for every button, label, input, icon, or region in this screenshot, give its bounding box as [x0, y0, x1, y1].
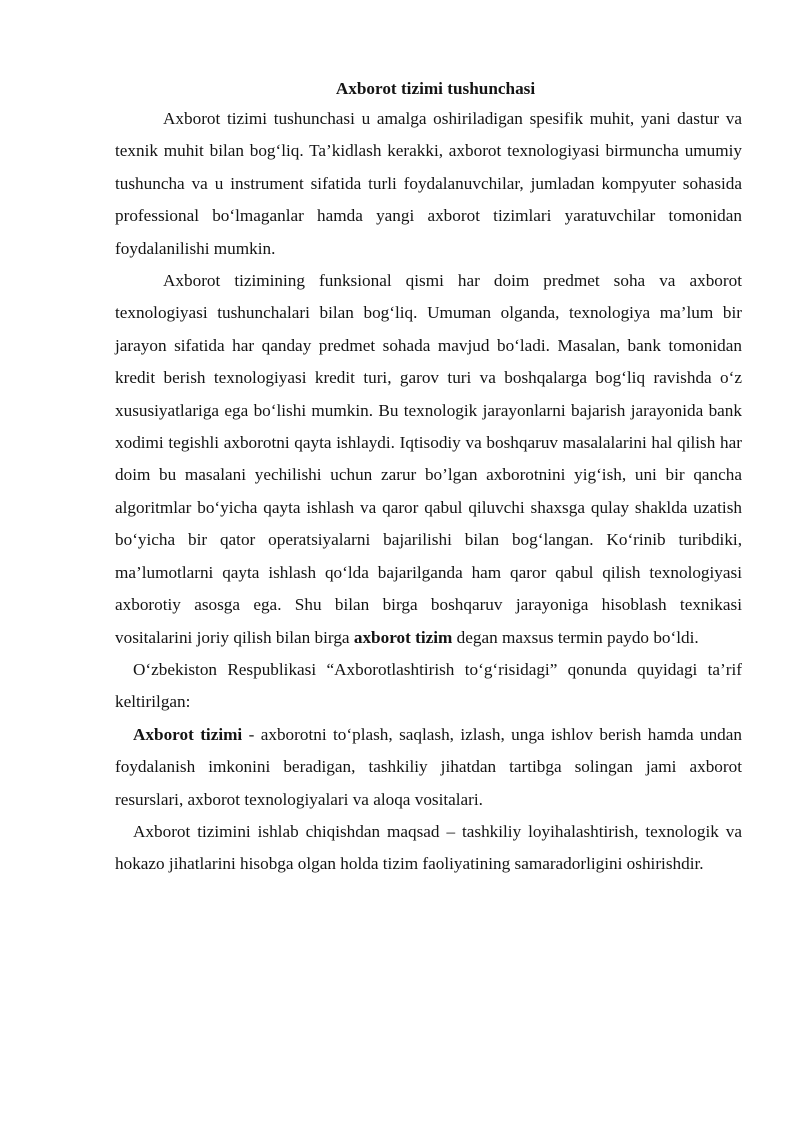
definition-text: - axborotni to‘plash, saqlash, izlash, unga ishlov berish hamda undan foydalanish imkonini beradigan, tashkiliy jihatdan tartibga solingan jami axborot resurslari, axborot texnologiyalari va aloqa vositalari. — [115, 724, 742, 809]
paragraph-2-text-end: degan maxsus termin paydo bo‘ldi. — [456, 627, 699, 647]
paragraph-2 — [115, 265, 742, 654]
paragraph-3: O‘zbekiston Respublikasi “Axborotlashtirish to‘g‘risidagi” qonunda quyidagi ta’rif keltirilgan: — [115, 659, 742, 712]
paragraph-1: Axborot tizimi tushunchasi u amalga oshiriladigan spesifik muhit, yani dastur va texnik muhit bilan bog‘liq. Ta’kidlash kerakki, axborot texnologiyasi birmuncha umumiy tushuncha va u instrument sifatida turli foydalanuvchilar, jumladan kompyuter sohasida professional bo‘lmaganlar hamda yangi axborot tizimlari yaratuvchilar tomonidan foydalanilishi mumkin. — [115, 109, 742, 258]
paragraph-4 — [115, 719, 742, 816]
document-title: Axborot tizimi tushunchasi — [335, 79, 536, 98]
document-body — [115, 74, 742, 881]
paragraph-2-text: Axborot tizimining funksional qismi har doim predmet soha va axborot texnologiyasi tushunchalari bilan bog‘liq. Umuman olganda, texnologiya ma’lum bir jarayon sifatida har qanday predmet sohada mavjud bo‘ladi. Masalan, bank tomonidan kredit berish texnologiyasi kredit turi, garov turi va boshqalarga bog‘liq ravishda o‘z xususiyatlariga ega bo‘lishi mumkin. Bu texnologik jarayonlarni bajarish jarayonida bank xodimi tegishli axborotni qayta ishlaydi. Iqtisodiy va boshqaruv masalalarini hal qilish har doim bu masalani yechilishi uchun zarur bo’lgan axborotnini yig‘ish, uni bir qancha algoritmlar bo‘yicha qayta ishlash va qaror qabul qiluvchi shaxsga qulay shaklda uzatish bo‘yicha bir qator operatsiyalarni bajarilishi bilan bog‘langan. Ko‘rinib turibdiki, ma’lumotlarni qayta ishlash qo‘lda bajarilganda ham qaror qabul qilish texnologiyasi axborotiy asosga ega. Shu bilan birga boshqaruv jarayoniga hisoblash texnikasi vositalarini joriy qilish bilan birga — [115, 271, 742, 647]
paragraph-5: Axborot tizimini ishlab chiqishdan maqsad – tashkiliy loyihalashtirish, texnologik va hokazo jihatlarini hisobga olgan holda tizim faoliyatining samaradorligini oshirishdir. — [115, 821, 742, 874]
definition-term: Axborot tizimi — [133, 724, 243, 744]
paragraph-2-bold-term: axborot tizim — [353, 627, 453, 647]
